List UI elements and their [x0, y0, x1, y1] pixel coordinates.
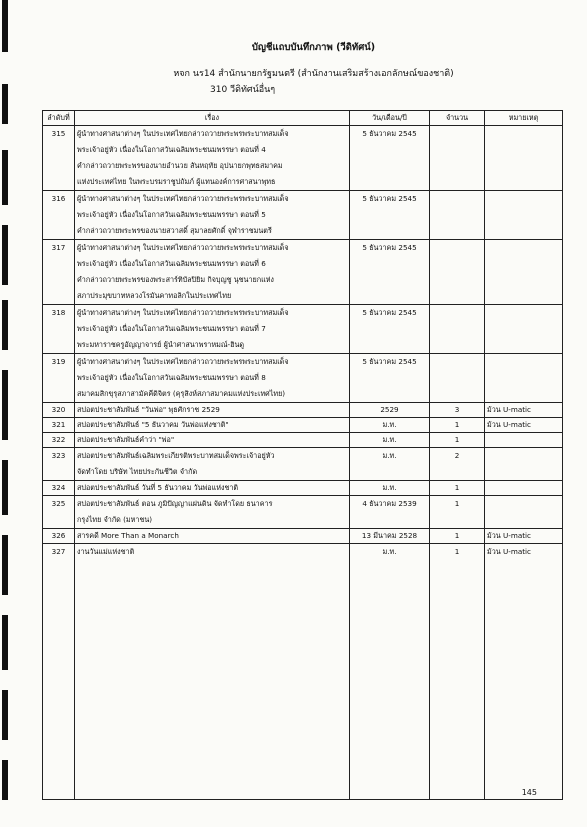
table-row: [43, 126, 563, 191]
category-line: 310 วีดิทัศน์อื่นๆ: [210, 85, 276, 95]
cell-no: 327: [43, 544, 75, 800]
document-title: บัญชีแถบบันทึกภาพ (วีดิทัศน์): [251, 42, 376, 53]
cell-qty: [430, 305, 485, 354]
title-line: พระเจ้าอยู่หัว เนื่องในโอกาสวันเฉลิมพระชนมพรรษา ตอนที่ 5: [77, 210, 266, 219]
scan-margin-mark: [2, 760, 8, 800]
cell-remark: [485, 354, 563, 403]
title-line: กรุงไทย จำกัด (มหาชน): [77, 515, 153, 524]
table-header-row: [43, 111, 563, 126]
cell-qty: [430, 354, 485, 403]
cell-title: [75, 418, 350, 433]
cell-remark: ม้วน U-matic: [485, 544, 563, 800]
cell-remark: [485, 305, 563, 354]
col-header-no: ลำดับที่: [43, 111, 75, 126]
cell-remark: [485, 448, 563, 481]
cell-date: 5 ธันวาคม 2545: [350, 240, 430, 305]
cell-title: [75, 448, 350, 481]
cell-title: [75, 240, 350, 305]
cell-title: [75, 544, 350, 800]
agency-line: หจก นร14 สำนักนายกรัฐมนตรี (สำนักงานเสริมสร้างเอกลักษณ์ของชาติ): [173, 69, 454, 79]
cell-date: 5 ธันวาคม 2545: [350, 191, 430, 240]
cell-title: [75, 354, 350, 403]
cell-title: [75, 529, 350, 544]
cell-qty: 1: [430, 544, 485, 800]
cell-title: [75, 403, 350, 418]
scan-margin-mark: [2, 690, 8, 740]
title-line: สปอตประชาสัมพันธ์เฉลิมพระเกียรติพระบาทสมเด็จพระเจ้าอยู่หัว: [77, 451, 275, 460]
cell-date: ม.ท.: [350, 481, 430, 496]
cell-remark: ม้วน U-matic: [485, 529, 563, 544]
title-line: ผู้นำทางศาสนาต่างๆ ในประเทศไทยกล่าวถวายพระพรพระบาทสมเด็จ: [77, 357, 289, 366]
title-line: สภาประมุขบาทหลวงโรมันคาทอลิกในประเทศไทย: [77, 291, 232, 300]
title-line: ผู้นำทางศาสนาต่างๆ ในประเทศไทยกล่าวถวายพระพรพระบาทสมเด็จ: [77, 194, 289, 203]
col-header-remark: หมายเหตุ: [485, 111, 563, 126]
title-line: พระเจ้าอยู่หัว เนื่องในโอกาสวันเฉลิมพระชนมพรรษา ตอนที่ 7: [77, 324, 266, 333]
cell-remark: ม้วน U-matic: [485, 403, 563, 418]
cell-qty: [430, 191, 485, 240]
cell-qty: 3: [430, 403, 485, 418]
title-line: สมาคมสิกขุรุสภาสามัคคีดิจิตร (คุรุสิงห์สภาสมาคมแห่งประเทศไทย): [77, 389, 286, 398]
cell-remark: [485, 126, 563, 191]
title-line: สปอตประชาสัมพันธ์ วันที่ 5 ธันวาคม วันพ่อแห่งชาติ: [77, 483, 239, 492]
cell-no: 316: [43, 191, 75, 240]
cell-no: 322: [43, 433, 75, 448]
cell-date: ม.ท.: [350, 544, 430, 800]
table-row: [43, 191, 563, 240]
cell-date: ม.ท.: [350, 418, 430, 433]
scan-margin-mark: [2, 150, 8, 205]
col-header-qty: จำนวน: [430, 111, 485, 126]
table-row: [43, 240, 563, 305]
cell-no: 317: [43, 240, 75, 305]
cell-qty: 1: [430, 418, 485, 433]
cell-no: 319: [43, 354, 75, 403]
table-row: [43, 418, 563, 433]
cell-no: 321: [43, 418, 75, 433]
page-number: 145: [521, 788, 537, 797]
table-row: [43, 448, 563, 481]
title-line: พระเจ้าอยู่หัว เนื่องในโอกาสวันเฉลิมพระชนมพรรษา ตอนที่ 8: [77, 373, 266, 382]
table-row: [43, 403, 563, 418]
scan-margin-mark: [2, 535, 8, 595]
cell-remark: [485, 240, 563, 305]
title-line: งานวันแม่แห่งชาติ: [77, 547, 135, 556]
cell-title: [75, 433, 350, 448]
cell-qty: 1: [430, 481, 485, 496]
cell-title: [75, 191, 350, 240]
title-line: แห่งประเทศไทย ในพระบรมราชูปถัมภ์ ผู้แทนองค์การศาสนาพุทธ: [77, 177, 276, 186]
title-line: สปอตประชาสัมพันธ์ "5 ธันวาคม วันพ่อแห่งชาติ": [77, 420, 229, 429]
title-line: พระมหาราชครูอัญญาจารย์ ผู้นำศาสนาพราหมณ์-ฮินดู: [77, 340, 245, 349]
scan-margin-mark: [2, 225, 8, 285]
title-line: สปอตประชาสัมพันธ์ ตอน ภูมิปัญญาแผ่นดิน จัดทำโดย ธนาคาร: [77, 499, 273, 508]
cell-date: 5 ธันวาคม 2545: [350, 126, 430, 191]
table-row: [43, 354, 563, 403]
cell-no: 325: [43, 496, 75, 529]
col-header-title: เรื่อง: [75, 111, 350, 126]
title-line: ผู้นำทางศาสนาต่างๆ ในประเทศไทยกล่าวถวายพระพรพระบาทสมเด็จ: [77, 308, 289, 317]
col-header-date: วัน/เดือน/ปี: [350, 111, 430, 126]
table-row: [43, 496, 563, 529]
cell-no: 326: [43, 529, 75, 544]
cell-qty: 1: [430, 496, 485, 529]
cell-date: 13 มีนาคม 2528: [350, 529, 430, 544]
cell-qty: 2: [430, 448, 485, 481]
title-line: คำกล่าวถวายพระพรของพระสาร์ทิบัลปิยิม กิจบุญชู นุชนายกแห่ง: [77, 275, 274, 284]
cell-title: [75, 305, 350, 354]
title-line: คำกล่าวถวายพระพรของนายอำนวย สันหฤทัย อุปนายกพุทธสมาคม: [77, 161, 283, 170]
cell-no: 318: [43, 305, 75, 354]
cell-qty: 1: [430, 433, 485, 448]
cell-title: [75, 126, 350, 191]
scan-margin-mark: [2, 370, 8, 440]
title-line: ผู้นำทางศาสนาต่างๆ ในประเทศไทยกล่าวถวายพระพรพระบาทสมเด็จ: [77, 129, 289, 138]
cell-date: 4 ธันวาคม 2539: [350, 496, 430, 529]
title-line: สปอตประชาสัมพันธ์คำว่า "พ่อ": [77, 435, 175, 444]
cell-remark: [485, 481, 563, 496]
cell-date: 5 ธันวาคม 2545: [350, 305, 430, 354]
cell-no: 323: [43, 448, 75, 481]
table-row: [43, 544, 563, 800]
scan-margin-mark: [2, 84, 8, 124]
cell-qty: [430, 240, 485, 305]
title-line: พระเจ้าอยู่หัว เนื่องในโอกาสวันเฉลิมพระชนมพรรษา ตอนที่ 4: [77, 145, 266, 154]
cell-title: [75, 496, 350, 529]
table-row: [43, 529, 563, 544]
cell-qty: 1: [430, 529, 485, 544]
cell-remark: [485, 191, 563, 240]
cell-no: 320: [43, 403, 75, 418]
title-line: พระเจ้าอยู่หัว เนื่องในโอกาสวันเฉลิมพระชนมพรรษา ตอนที่ 6: [77, 259, 266, 268]
scan-margin-mark: [2, 300, 8, 350]
cell-no: 324: [43, 481, 75, 496]
title-line: สารคดี More Than a Monarch: [77, 531, 179, 540]
cell-remark: [485, 433, 563, 448]
cell-date: ม.ท.: [350, 433, 430, 448]
title-line: ผู้นำทางศาสนาต่างๆ ในประเทศไทยกล่าวถวายพระพรพระบาทสมเด็จ: [77, 243, 289, 252]
table-row: [43, 433, 563, 448]
title-line: สปอตประชาสัมพันธ์ "วันพ่อ" พุธศักราช 2529: [77, 405, 220, 414]
cell-date: ม.ท.: [350, 448, 430, 481]
cell-title: [75, 481, 350, 496]
cell-remark: ม้วน U-matic: [485, 418, 563, 433]
register-table: [42, 110, 563, 800]
scan-margin-mark: [2, 0, 8, 52]
title-line: คำกล่าวถวายพระพรของนายสวาสดิ์ สุมาลยศักดิ์ จุฬาราชมนตรี: [77, 226, 272, 235]
cell-no: 315: [43, 126, 75, 191]
cell-qty: [430, 126, 485, 191]
cell-date: 2529: [350, 403, 430, 418]
table-row: [43, 305, 563, 354]
cell-date: 5 ธันวาคม 2545: [350, 354, 430, 403]
scan-margin-mark: [2, 460, 8, 515]
title-line: จัดทำโดย บริษัท ไทยประกันชีวิต จำกัด: [77, 467, 198, 476]
cell-remark: [485, 496, 563, 529]
scan-margin-mark: [2, 615, 8, 670]
table-row: [43, 481, 563, 496]
